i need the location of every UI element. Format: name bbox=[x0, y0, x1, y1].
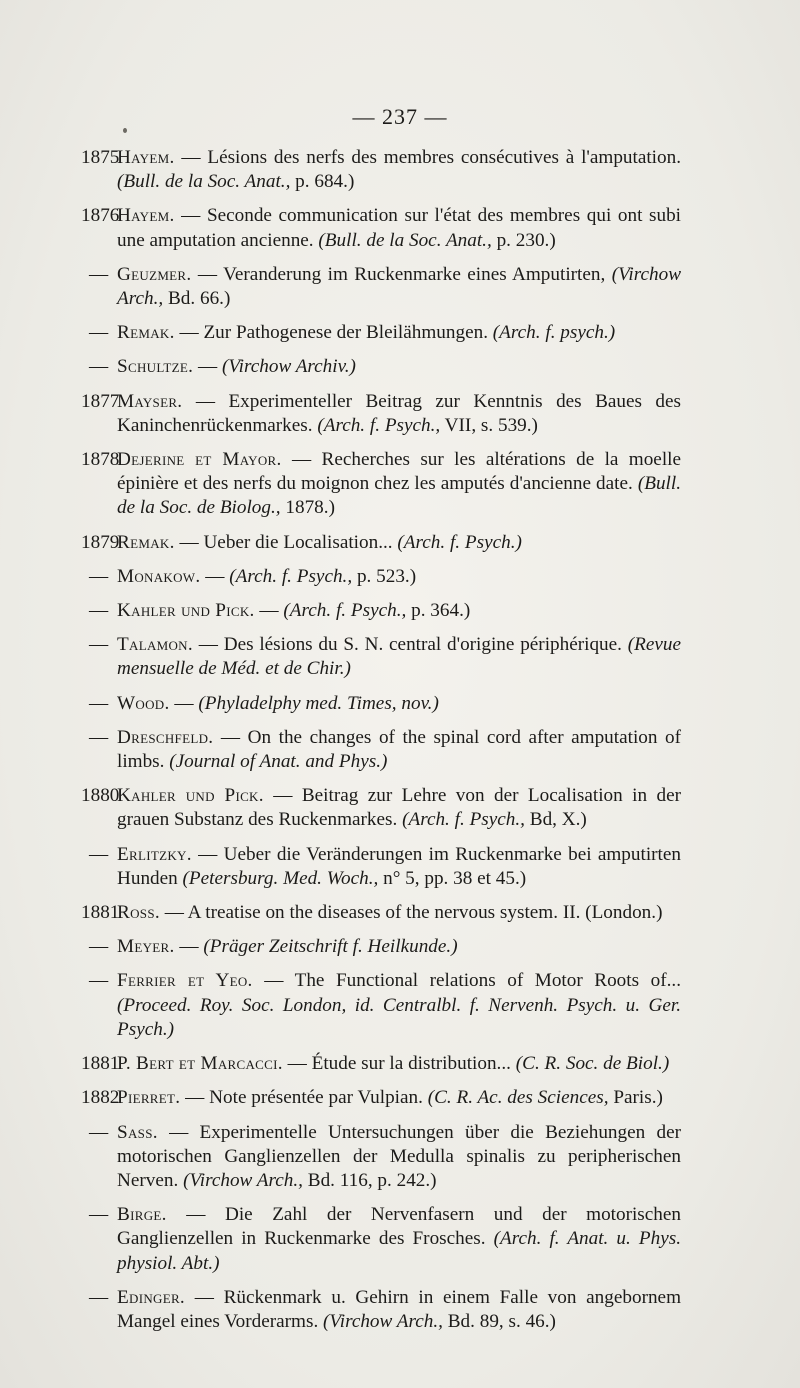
entry-reference: (Virchow Archiv.) bbox=[221, 356, 356, 378]
entry-reference: (Arch. f. Psych.) bbox=[397, 531, 522, 553]
bibliography-entry bbox=[81, 531, 681, 555]
entry-reference-tail: VII, s. 539.) bbox=[440, 414, 538, 436]
bibliography-entry bbox=[81, 969, 681, 1042]
entry-reference-tail: Bd. 116, p. 242.) bbox=[302, 1169, 437, 1191]
bibliography-entry bbox=[81, 1052, 681, 1076]
entry-reference-tail: Paris.) bbox=[608, 1087, 663, 1109]
entry-reference: (Bull. de la Soc. de Biolog., bbox=[117, 473, 681, 519]
entry-reference-tail: Bd. 89, s. 46.) bbox=[442, 1310, 556, 1332]
bibliography-entry bbox=[81, 1286, 681, 1334]
entry-author: Talamon. bbox=[117, 634, 193, 656]
entry-year: — bbox=[89, 356, 109, 378]
entry-year: 1875 bbox=[81, 147, 120, 168]
entry-author: Dreschfeld. bbox=[117, 726, 214, 748]
entry-author: Mayser. bbox=[117, 390, 183, 412]
entry-author: Kahler und Pick. bbox=[117, 785, 264, 807]
entry-author: P. Bert et Marcacci. bbox=[117, 1053, 283, 1075]
entry-reference: (Virchow Arch., bbox=[323, 1310, 443, 1332]
entry-text: — Rückenmark u. Gehirn in einem Falle von angebornem Mangel eines Vorderarms. bbox=[117, 1286, 681, 1332]
bibliography-entry bbox=[81, 321, 681, 345]
entry-reference: (Journal of Anat. and Phys.) bbox=[169, 751, 388, 773]
bibliography-entry bbox=[81, 263, 681, 311]
entry-year: 1877 bbox=[81, 390, 120, 412]
entry-author: Monakow. bbox=[117, 565, 201, 587]
entry-year: 1881 bbox=[81, 902, 120, 924]
entry-reference: (C. R. Ac. des Sciences, bbox=[427, 1087, 609, 1109]
entry-year: — bbox=[89, 600, 109, 622]
entry-text: — bbox=[254, 600, 284, 622]
entry-reference: (Petersburg. Med. Woch., bbox=[182, 867, 379, 889]
entry-year: — bbox=[89, 936, 109, 958]
entry-year: 1881 bbox=[81, 1053, 120, 1075]
entry-reference: (Virchow Arch., bbox=[183, 1169, 303, 1191]
entry-reference-tail: Bd. 66.) bbox=[163, 288, 231, 310]
bibliography-entry bbox=[81, 146, 681, 194]
entry-text: — Zur Pathogenese der Bleilähmungen. bbox=[174, 322, 493, 344]
entry-reference: (Bull. de la Soc. Anat., bbox=[318, 229, 492, 251]
entry-author: Remak. bbox=[117, 531, 175, 553]
entry-text: — A treatise on the diseases of the nervous system. II. (London.) bbox=[159, 902, 663, 924]
entry-text: — Beitrag zur Lehre von der Localisation in der grauen Substanz des Ruckenmarkes. bbox=[117, 785, 681, 831]
entry-reference: (Präger Zeitschrift f. Heilkunde.) bbox=[203, 936, 458, 958]
entry-author: Sass. bbox=[117, 1121, 158, 1143]
entry-author: Ross. bbox=[117, 902, 160, 924]
entry-text: — bbox=[200, 565, 230, 587]
entry-reference-tail: p. 684.) bbox=[290, 171, 355, 193]
entry-author: Hayem. bbox=[117, 205, 175, 227]
entry-year: 1882 bbox=[81, 1087, 120, 1109]
entry-author: Kahler und Pick. bbox=[117, 600, 255, 622]
entry-reference: (Arch. f. psych.) bbox=[492, 322, 616, 344]
entry-text: — Étude sur la distribution... bbox=[282, 1053, 516, 1075]
entry-author: Meyer. bbox=[117, 936, 175, 958]
entry-reference: (Arch. f. Psych., bbox=[402, 809, 525, 831]
entry-reference: (Arch. f. Psych., bbox=[229, 565, 353, 587]
bibliography-entry bbox=[81, 843, 681, 891]
entry-year: — bbox=[89, 1204, 109, 1226]
entry-text: — Experimentelle Untersuchungen über die Beziehungen der motorischen Ganglienzellen der Medulla spinalis zu peripherischen Nerven. bbox=[117, 1121, 681, 1191]
bibliography-entry bbox=[81, 448, 681, 521]
entry-text: — Seconde communication sur l'état des membres qui ont subi une amputation ancienne. bbox=[117, 205, 681, 251]
bibliography-entry bbox=[81, 1086, 681, 1110]
bibliography-entry bbox=[81, 204, 681, 252]
entry-text: — Veranderung im Ruckenmarke eines Amputirten, bbox=[191, 263, 612, 285]
entry-year: 1876 bbox=[81, 205, 120, 227]
entry-text: — Des lésions du S. N. central d'origine périphérique. bbox=[192, 634, 628, 656]
entry-year: 1879 bbox=[81, 531, 120, 553]
bibliography-entry bbox=[81, 355, 681, 379]
entry-text: — bbox=[169, 692, 199, 714]
entry-author: Birge. bbox=[117, 1204, 167, 1226]
entry-reference: (Phyladelphy med. Times, nov.) bbox=[198, 692, 439, 714]
entry-reference-tail: p. 230.) bbox=[491, 229, 556, 251]
entry-year: — bbox=[89, 843, 109, 865]
bibliography-entry bbox=[81, 784, 681, 832]
entry-author: Schultze. bbox=[117, 356, 194, 378]
bibliography-entry bbox=[81, 390, 681, 438]
entry-year: — bbox=[89, 692, 109, 714]
entry-text: — bbox=[193, 356, 222, 378]
entry-author: Edinger. bbox=[117, 1286, 186, 1308]
entry-text: — bbox=[174, 936, 204, 958]
entry-reference-tail: p. 523.) bbox=[352, 565, 417, 587]
entry-year: — bbox=[89, 565, 109, 587]
entry-reference-tail: 1878.) bbox=[280, 497, 335, 519]
page-number: — 237 — bbox=[352, 104, 448, 129]
entry-reference: (Arch. f. Psych., bbox=[317, 414, 441, 436]
entry-reference: (Revue mensuelle de Méd. et de Chir.) bbox=[117, 634, 681, 680]
entry-author: Ferrier et Yeo. bbox=[117, 970, 253, 992]
entry-text: — Ueber die Localisation... bbox=[174, 531, 398, 553]
bibliography-entry bbox=[81, 599, 681, 623]
entry-text: — Ueber die Veränderungen im Ruckenmarke bei amputirten Hunden bbox=[117, 843, 681, 889]
entry-text: — Lésions des nerfs des membres consécutives à l'amputation. bbox=[174, 147, 681, 168]
bibliography-entry bbox=[81, 935, 681, 959]
entry-reference-tail: n° 5, pp. 38 et 45.) bbox=[378, 867, 527, 889]
entry-year: — bbox=[89, 726, 109, 748]
bibliography-entry bbox=[81, 726, 681, 774]
entry-text: — Recherches sur les altérations de la moelle épinière et des nerfs du moignon chez les amputés d'ancienne date. bbox=[117, 449, 681, 495]
entry-reference-tail: p. 364.) bbox=[406, 600, 471, 622]
entry-author: Geuzmer. bbox=[117, 263, 192, 285]
entry-text: — Die Zahl der Nervenfasern und der motorischen Ganglienzellen in Ruckenmarke des Frosches. bbox=[117, 1204, 681, 1250]
entry-year: — bbox=[89, 634, 109, 656]
entry-year: — bbox=[89, 1121, 109, 1143]
bibliography-entry bbox=[81, 901, 681, 925]
entry-reference: (Proceed. Roy. Soc. London, id. Centralbl. f. Nervenh. Psych. u. Ger. Psych.) bbox=[117, 994, 681, 1040]
entry-text: — Experimenteller Beitrag zur Kenntnis des Baues des Kaninchenrückenmarkes. bbox=[117, 390, 681, 436]
bibliography-entry bbox=[81, 692, 681, 716]
entry-author: Pierret. bbox=[117, 1087, 181, 1109]
bibliography-entry bbox=[81, 633, 681, 681]
entry-reference: (Arch. f. Psych., bbox=[283, 600, 407, 622]
entry-reference: (Arch. f. Anat. u. Phys. physiol. Abt.) bbox=[117, 1228, 682, 1274]
entry-author: Remak. bbox=[117, 322, 175, 344]
entry-year: — bbox=[89, 970, 109, 992]
bibliography-list bbox=[81, 146, 681, 1344]
entry-text: — Note présentée par Vulpian. bbox=[180, 1087, 428, 1109]
bibliography-entry bbox=[81, 1121, 681, 1194]
entry-author: Wood. bbox=[117, 692, 170, 714]
entry-reference: (Bull. de la Soc. Anat., bbox=[117, 171, 291, 193]
ink-speck bbox=[123, 128, 127, 133]
entry-year: — bbox=[89, 322, 109, 344]
entry-year: 1880 bbox=[81, 785, 120, 807]
bibliography-entry bbox=[81, 565, 681, 589]
entry-text: — The Functional relations of Motor Roots of... bbox=[252, 970, 682, 992]
entry-year: — bbox=[89, 263, 109, 285]
entry-author: Hayem. bbox=[117, 147, 175, 168]
entry-reference-tail: Bd, X.) bbox=[524, 809, 587, 831]
entry-reference: (Virchow Arch., bbox=[117, 263, 681, 310]
entry-year: 1878 bbox=[81, 449, 120, 471]
entry-text: — On the changes of the spinal cord after amputation of limbs. bbox=[117, 726, 681, 773]
bibliography-entry bbox=[81, 1203, 681, 1276]
entry-author: Dejerine et Mayor. bbox=[117, 449, 282, 471]
entry-year: — bbox=[89, 1286, 109, 1308]
entry-reference: (C. R. Soc. de Biol.) bbox=[515, 1053, 670, 1075]
entry-author: Erlitzky. bbox=[117, 843, 192, 865]
